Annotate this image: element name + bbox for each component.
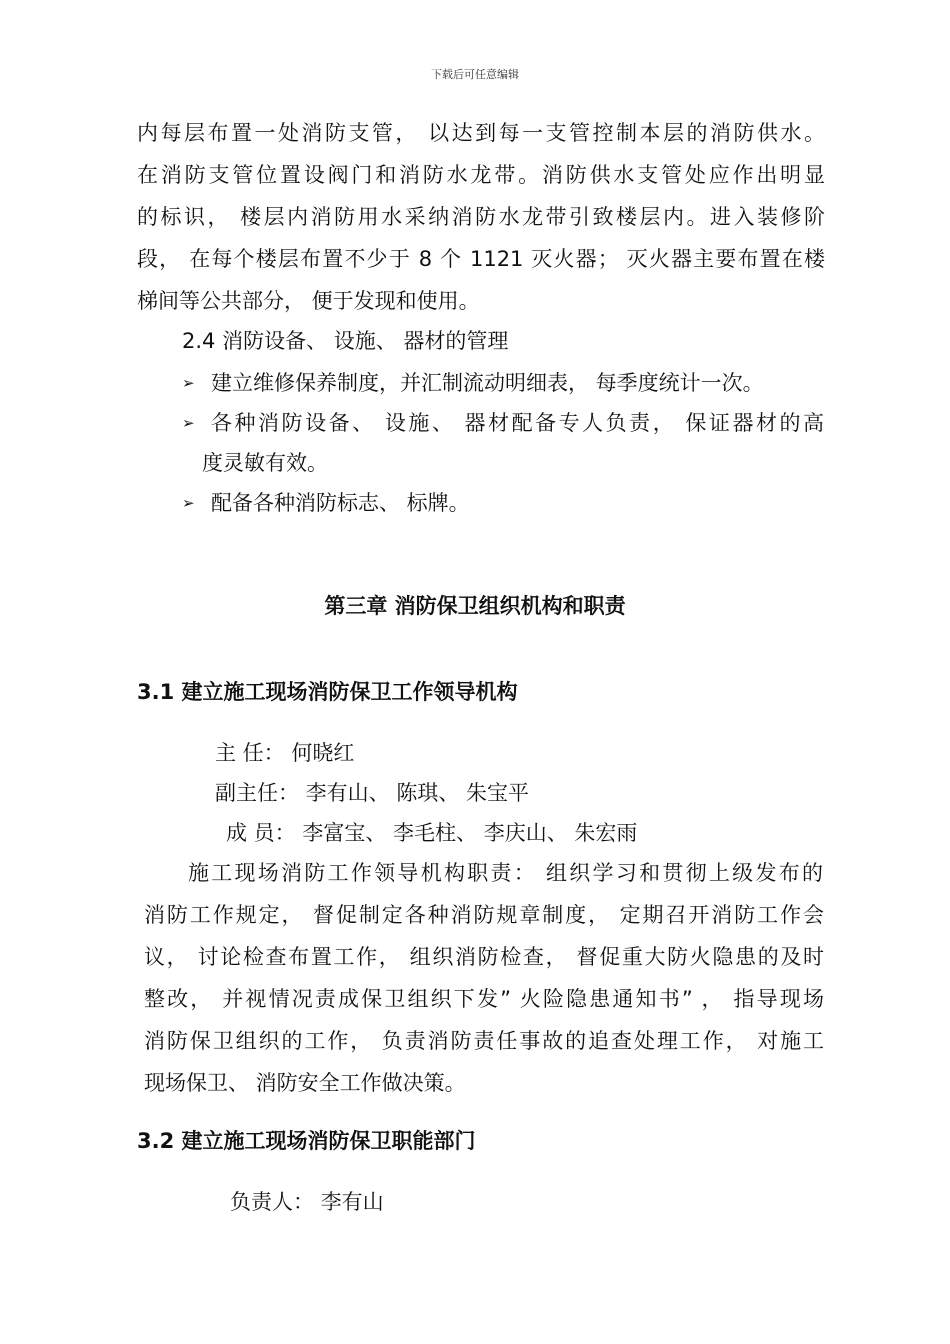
paragraph-line: 梯间等公共部分， 便于发现和使用。 — [137, 289, 480, 313]
paragraph-line: 消防工作规定， 督促制定各种消防规章制度， 定期召开消防工作会 — [144, 903, 824, 927]
responsible-person: 负责人： 李有山 — [230, 1190, 384, 1214]
bullet-item-continuation: 度灵敏有效。 — [202, 451, 328, 475]
section-heading-2-4: 2.4 消防设备、 设施、 器材的管理 — [182, 329, 509, 353]
section-heading-3-1: 3.1 建立施工现场消防保卫工作领导机构 — [137, 680, 518, 704]
bullet-item: 建立维修保养制度，并汇制流动明细表， 每季度统计一次。 — [211, 371, 764, 395]
page-header: 下载后可任意编辑 — [431, 68, 519, 81]
bullet-item: 各种消防设备、 设施、 器材配备专人负责， 保证器材的高 — [211, 411, 824, 435]
bullet-arrow-icon: ➢ — [182, 494, 195, 512]
bullet-arrow-icon: ➢ — [182, 374, 195, 392]
role-deputy-director: 副主任： 李有山、 陈琪、 朱宝平 — [215, 781, 530, 805]
role-members: 成 员： 李富宝、 李毛柱、 李庆山、 朱宏雨 — [226, 821, 638, 845]
bullet-item: 配备各种消防标志、 标牌。 — [211, 491, 470, 515]
section-heading-3-2: 3.2 建立施工现场消防保卫职能部门 — [137, 1129, 476, 1153]
bullet-arrow-icon: ➢ — [182, 414, 195, 432]
paragraph-line: 现场保卫、 消防安全工作做决策。 — [144, 1071, 466, 1095]
chapter-title: 第三章 消防保卫组织机构和职责 — [324, 594, 626, 618]
role-director: 主 任： 何晓红 — [215, 741, 355, 765]
paragraph-line: 消防保卫组织的工作， 负责消防责任事故的追查处理工作， 对施工 — [144, 1029, 824, 1053]
paragraph-line: 施工现场消防工作领导机构职责： 组织学习和贯彻上级发布的 — [188, 861, 823, 885]
paragraph-line: 段， 在每个楼层布置不少于 8 个 1121 灭火器； 灭火器主要布置在楼 — [137, 247, 825, 271]
paragraph-line: 整改， 并视情况责成保卫组织下发” 火险隐患通知书” ， 指导现场 — [144, 987, 824, 1011]
paragraph-line: 议， 讨论检查布置工作， 组织消防检查， 督促重大防火隐患的及时 — [144, 945, 824, 969]
paragraph-line: 内每层布置一处消防支管， 以达到每一支管控制本层的消防供水。 — [137, 121, 825, 145]
paragraph-line: 的标识， 楼层内消防用水采纳消防水龙带引致楼层内。进入装修阶 — [137, 205, 825, 229]
paragraph-line: 在消防支管位置设阀门和消防水龙带。消防供水支管处应作出明显 — [137, 163, 825, 187]
